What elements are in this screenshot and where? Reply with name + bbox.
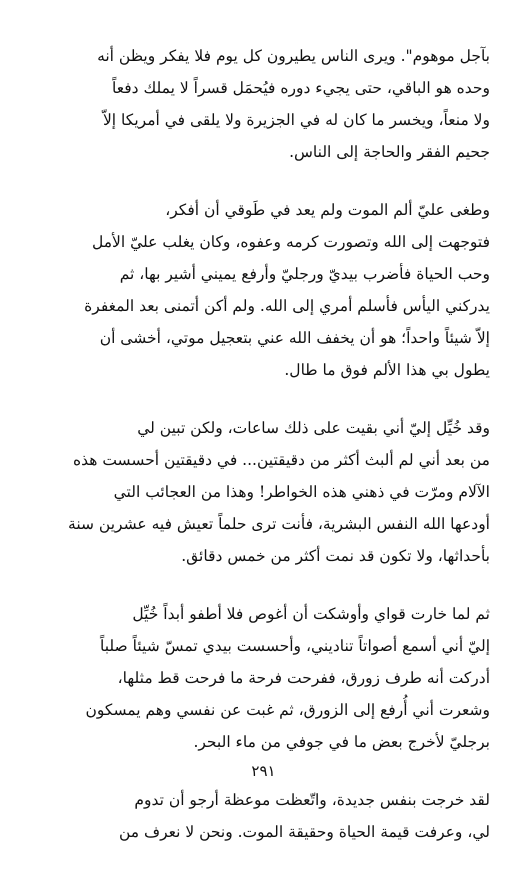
text-line: لقد خرجت بنفس جديدة، واتّعظت موعظة أرجو أن تدوم xyxy=(134,791,490,809)
text-line: وقد خُيِّل إليّ أني بقيت على ذلك ساعات، ولكن تبين لي xyxy=(137,419,490,437)
text-line: وطغى عليّ ألم الموت ولم يعد في طَوقي أن أفكر، xyxy=(165,201,490,219)
paragraph-5 xyxy=(38,784,490,848)
text-line: لي، وعرفت قيمة الحياة وحقيقة الموت. ونحن لا نعرف من xyxy=(118,823,490,841)
paragraph-2 xyxy=(38,194,490,386)
text-line: وشعرت أني أُرفع إلى الزورق، ثم غبت عن نفسي وهم يمسكون xyxy=(85,701,490,719)
text-line: ثم لما خارت قواي وأوشكت أن أغوص فلا أطفو أبداً خُيِّل xyxy=(132,605,490,623)
paragraph-1 xyxy=(38,40,490,168)
text-line: ولا منعاً، ويخسر ما كان له في الجزيرة ولا يلقى في أمريكا إلاّ xyxy=(102,111,490,129)
text-line: إلاّ شيئاً واحداً؛ هو أن يخفف الله عني بتعجيل موتي، أخشى أن xyxy=(99,329,490,347)
text-line: إليّ أني أسمع أصواتاً تناديني، وأحسست بيدي تمسّ شيئاً صلباً xyxy=(100,637,490,655)
text-line: الآلام ومرّت في ذهني هذه الخواطر! وهذا من العجائب التي xyxy=(113,483,490,501)
text-line: من بعد أني لم ألبث أكثر من دقيقتين... في دقيقتين أحسست هذه xyxy=(72,451,490,469)
text-line: بأحداثها، ولا تكون قد نمت أكثر من خمس دقائق. xyxy=(181,547,490,565)
book-page xyxy=(38,40,490,874)
text-line: يدركني اليأس فأسلم أمري إلى الله. ولم أكن أتمنى بعد المغفرة xyxy=(84,297,490,315)
text-line: يطول بي هذا الألم فوق ما طال. xyxy=(284,361,490,379)
text-line: برجليّ لأخرج بعض ما في جوفي من ماء البحر. xyxy=(193,733,490,751)
paragraph-4 xyxy=(38,598,490,758)
text-line: وحب الحياة فأضرب بيديّ ورجليّ وأرفع يميني أشير بها، ثم xyxy=(119,265,490,283)
text-line: فتوجهت إلى الله وتصورت كرمه وعفوه، وكان يغلب عليّ الأمل xyxy=(92,233,490,251)
text-line: بآجل موهوم". ويرى الناس يطيرون كل يوم فلا يفكر ويظن أنه xyxy=(97,47,490,65)
text-line: جحيم الفقر والحاجة إلى الناس. xyxy=(289,143,490,161)
paragraph-3 xyxy=(38,412,490,572)
page-number: ٢٩١ xyxy=(251,762,276,780)
text-line: أدركت أنه طرف زورق، ففرحت فرحة ما فرحت قط مثلها، xyxy=(117,669,490,687)
text-line: أودعها الله النفس البشرية، فأنت ترى حلماً تعيش فيه عشرين سنة xyxy=(68,515,490,533)
text-line: وحده هو الباقي، حتى يجيء دوره فيُحمَل قسراً لا يملك دفعاً xyxy=(112,79,490,97)
